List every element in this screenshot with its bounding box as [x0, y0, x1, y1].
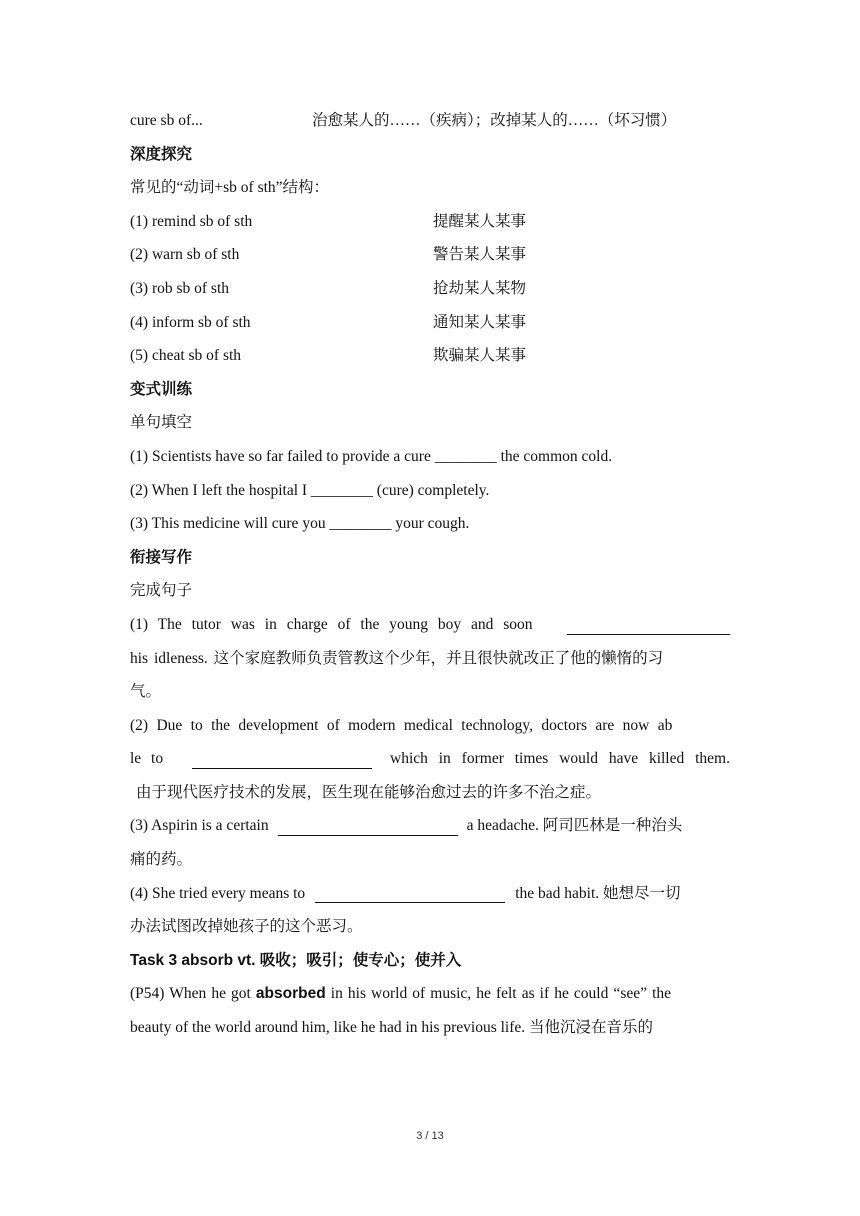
practice-title: 变式训练: [130, 380, 193, 398]
verb-row: [130, 272, 730, 306]
sentence-1-line-3: 气。: [130, 683, 162, 701]
structure-intro: 常见的“动词+sb of sth”结构：: [130, 179, 330, 197]
fill-sentence: (2) When I left the hospital I ________ (cure) completely.: [130, 481, 490, 499]
sentence-3-line-1: [130, 809, 730, 843]
verb-zh: 通知某人某事: [433, 313, 527, 331]
p54-line-2: beauty of the world around him, like he had in his previous life. 当他沉浸在音乐的: [130, 1019, 654, 1037]
sentence-2-text-b: which in former times would have killed them.: [390, 750, 730, 768]
sentence-1-text: (1) The tutor was in charge of the young boy and soon: [130, 615, 533, 633]
cure-meaning: 治愈某人的……（疾病）；改掉某人的……（坏习惯）: [312, 112, 677, 129]
verb-en: (5) cheat sb of sth: [130, 347, 242, 365]
fill-sentence: (3) This medicine will cure you ________ your cough.: [130, 515, 470, 533]
deep-title: 深度探究: [130, 145, 193, 163]
sentence-4-line-1: [130, 877, 730, 911]
answer-blank[interactable]: [192, 750, 372, 769]
verb-row: [130, 306, 730, 340]
verb-en: (2) warn sb of sth: [130, 246, 240, 264]
answer-blank[interactable]: [567, 616, 730, 635]
fill-title: 单句填空: [130, 414, 193, 432]
fill-sentence: (1) Scientists have so far failed to provide a cure ________ the common cold.: [130, 447, 613, 465]
verb-zh: 警告某人某事: [433, 246, 527, 264]
sentence-2-line-3: 由于现代医疗技术的发展，医生现在能够治愈过去的许多不治之症。: [136, 783, 602, 801]
writing-title: 衔接写作: [130, 548, 193, 566]
sentence-2-line-2: [130, 742, 730, 776]
sentence-3-text-a: (3) Aspirin is a certain: [130, 817, 269, 835]
sentence-4-text-b: the bad habit. 她想尽一切: [515, 884, 681, 902]
verb-en: (4) inform sb of sth: [130, 313, 251, 331]
verb-row: [130, 205, 730, 239]
sentence-3-line-2: 痛的药。: [130, 851, 193, 869]
sentence-3-text-b: a headache. 阿司匹林是一种治头: [466, 817, 683, 835]
cure-phrase-line: [130, 104, 730, 138]
p54-text-a: (P54) When he got: [130, 985, 251, 1003]
cure-phrase: cure sb of...: [130, 112, 203, 129]
verb-en: (3) rob sb of sth: [130, 279, 230, 297]
answer-blank[interactable]: [315, 884, 505, 903]
verb-zh: 提醒某人某事: [433, 212, 527, 230]
sentence-1-line-2: his idleness. 这个家庭教师负责管教这个少年，并且很快就改正了他的懒惰的习: [130, 649, 664, 667]
task-3-title: Task 3 absorb vt. 吸收；吸引；使专心；使并入: [130, 951, 462, 969]
sentence-4-line-2: 办法试图改掉她孩子的这个恶习。: [130, 918, 363, 936]
sentence-2-line-1: (2) Due to the development of modern medical technology, doctors are now ab: [130, 716, 673, 734]
verb-zh: 抢劫某人某物: [433, 279, 527, 297]
sentence-2-text-a: le to: [130, 750, 164, 768]
verb-row: [130, 238, 730, 272]
verb-row: [130, 339, 730, 373]
complete-title: 完成句子: [130, 582, 193, 600]
verb-zh: 欺骗某人某事: [433, 347, 527, 365]
verb-en: (1) remind sb of sth: [130, 212, 253, 230]
p54-line-1: [130, 977, 730, 1011]
document-page: [130, 104, 730, 1045]
p54-text-b: in his world of music, he felt as if he could “see” the: [330, 985, 671, 1003]
p54-keyword: absorbed: [255, 985, 326, 1003]
sentence-4-text-a: (4) She tried every means to: [130, 884, 306, 902]
page-number: 3 / 13: [416, 1130, 444, 1142]
sentence-1-line-1: [130, 608, 730, 642]
answer-blank[interactable]: [278, 817, 458, 836]
